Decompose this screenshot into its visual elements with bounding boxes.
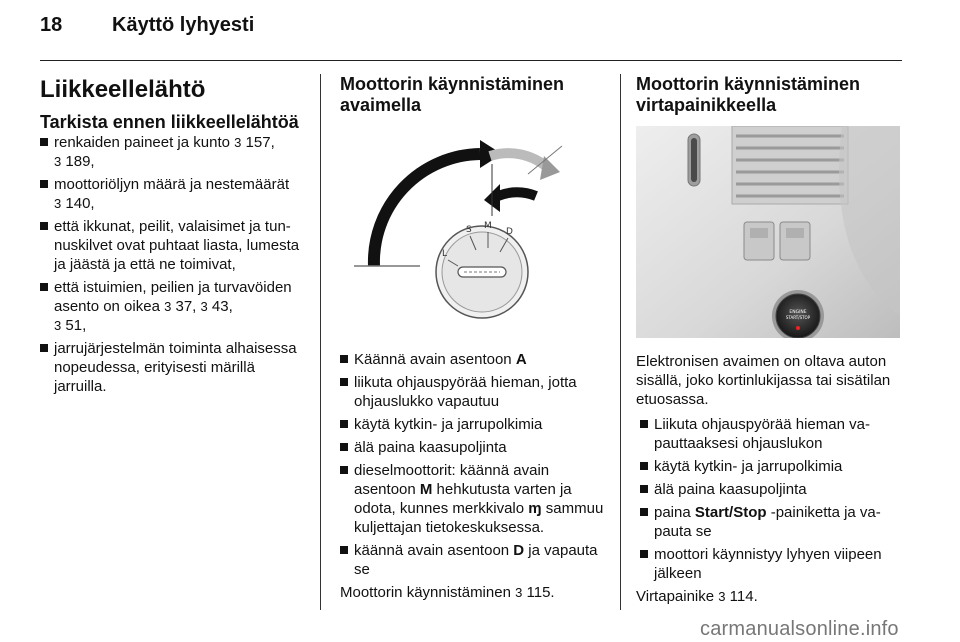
page-ref-arrow: 3	[718, 589, 726, 604]
page-ref-arrow: 3	[234, 135, 242, 150]
position-label: D	[506, 227, 513, 237]
intro-text: Elektronisen avaimen on oltava auton sisällä, joko kortinlukijassa tai sisätilan etuosassa.	[636, 353, 891, 408]
column-divider	[320, 74, 321, 610]
page-header	[40, 14, 254, 37]
list-item: liikuta ohjauspyörää hieman, jotta ohjauslukko vapautuu	[340, 373, 605, 411]
return-arrow	[498, 192, 536, 196]
cross-reference: Moottorin käynnistäminen 3 115.	[340, 584, 555, 601]
header-rule	[40, 60, 902, 61]
page-ref-arrow: 3	[515, 585, 523, 600]
switch-button	[744, 222, 774, 260]
checklist	[40, 133, 308, 396]
list-item: käytä kytkin- ja jarrupolkimia	[340, 415, 605, 434]
position-label: S	[466, 225, 472, 235]
start-stop-label: ENGINE	[789, 310, 807, 315]
list-item: Käännä avain asentoon A	[340, 350, 605, 369]
list-item: käännä avain asentoon D ja vapauta se	[340, 541, 605, 579]
list-item: dieselmoottorit: käännä avain asentoon M hehkutusta varten ja odota, kunnes merkkivalo ɱ sammuu kuljettajan tietokeskuksessa.	[340, 461, 605, 537]
page-ref-arrow: 3	[54, 154, 62, 169]
column-button-start	[636, 74, 904, 612]
position-label: L	[442, 249, 448, 259]
list-item: paina Start/Stop -painiketta ja vapauta se	[640, 503, 904, 541]
air-vent	[732, 126, 848, 204]
column-key-start	[340, 74, 605, 608]
page-ref-arrow: 3	[54, 318, 62, 333]
column-divider	[620, 74, 621, 610]
list-item: käytä kytkin- ja jarrupolkimia	[640, 457, 904, 476]
start-steps	[636, 415, 904, 583]
column-departure	[40, 74, 308, 400]
list-item: älä paina kaasupoljinta	[340, 438, 605, 457]
glow-plug-icon: ɱ	[528, 500, 542, 517]
list-item: Liikuta ohjauspyörää hieman vapauttaaksesi ohjauslukon	[640, 415, 904, 453]
page-ref-arrow: 3	[200, 299, 208, 314]
section-subheading: Tarkista ennen liikkeellelähtöä	[40, 112, 299, 132]
list-item: moottori käynnistyy lyhyen viipeen jälkeen	[640, 545, 904, 583]
list-item: että ikkunat, peilit, valaisimet ja tunnuskilvet ovat puhtaat liasta, lumesta ja jäästä ja että ne toimivat,	[40, 217, 308, 274]
position-label: M	[484, 221, 492, 231]
list-item: että istuimien, peilien ja turvavöiden asento on oikea 3 37, 3 43, 3 51,	[40, 278, 308, 335]
list-item: renkaiden paineet ja kunto 3 157, 3 189,	[40, 133, 308, 171]
page-ref-arrow: 3	[54, 196, 62, 211]
page-ref-arrow: 3	[164, 299, 172, 314]
led-indicator	[796, 326, 800, 330]
section-heading: Moottorin käynnistäminen virtapainikkeella	[636, 74, 861, 115]
watermark: carmanualsonline.info	[700, 618, 899, 640]
start-steps	[340, 350, 605, 579]
page-title: Käyttö lyhyesti	[112, 14, 255, 36]
page-number: 18	[40, 14, 63, 36]
list-item: moottoriöljyn määrä ja nestemäärät 3 140,	[40, 175, 308, 213]
switch-button	[780, 222, 810, 260]
start-stop-label: START/STOP	[785, 315, 811, 320]
start-button-photo	[636, 126, 900, 338]
ignition-key-figure	[340, 124, 602, 338]
section-heading: Moottorin käynnistäminen avaimella	[340, 74, 565, 115]
cross-reference: Virtapainike 3 114.	[636, 588, 758, 605]
list-item: älä paina kaasupoljinta	[640, 480, 904, 499]
section-heading: Liikkeellelähtö	[40, 76, 206, 103]
list-item: jarrujärjestelmän toiminta alhaisessa nopeudessa, erityisesti märillä jarruilla.	[40, 339, 308, 396]
